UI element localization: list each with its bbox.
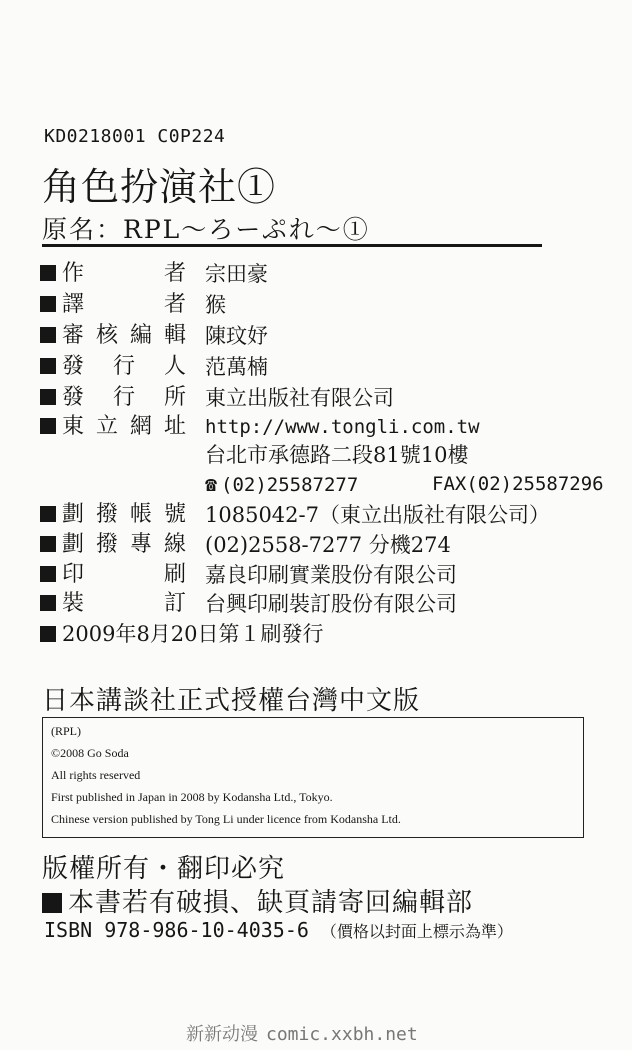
credit-value-translator: 猴 [205,293,226,317]
credit-value-editor: 陳玟妤 [205,324,268,348]
catalog-codes: KD0218001 C0P224 [44,126,226,147]
telephone-icon: ☎ [205,472,218,496]
bullet-square-icon [40,595,56,611]
isbn: ISBN 978-986-10-4035-6 [44,918,309,942]
bullet-square-icon [40,566,56,582]
isbn-line [44,918,513,942]
fax-number: FAX(02)25587296 [432,473,604,495]
bullet-square-icon [40,327,56,343]
watermark [186,1020,418,1046]
bullet-square-icon [40,358,56,374]
bullet-square-icon [40,296,56,312]
bullet-square-icon [40,536,56,552]
license-statement: 日本講談社正式授權台灣中文版 [42,686,421,716]
bullet-square-icon [40,418,56,434]
credit-value-hotline: (02)2558-7277 分機274 [205,533,451,557]
contact-line [205,470,604,498]
credit-value-binding: 台興印刷裝訂股份有限公司 [205,592,457,616]
price-note: （價格以封面上標示為準） [320,922,513,941]
copyright-box [42,717,584,838]
copyright-line: First published in Japan in 2008 by Kodansha Ltd., Tokyo. [51,790,333,804]
website-url: http://www.tongli.com.tw [205,416,480,438]
bullet-square-icon [42,893,62,913]
credit-row-publisher: 發行人 [40,353,186,381]
publish-date: 2009年8月20日第１刷發行 [40,620,324,648]
damage-notice: 本書若有破損、缺頁請寄回編輯部 [42,882,473,919]
watermark-text: 新新动漫 [186,1024,258,1045]
copyright-line: All rights reserved [51,768,141,782]
copyright-line: (RPL) [51,724,81,738]
credit-row-website: 東立網址 [40,413,186,441]
copyright-line: Chinese version published by Tong Li under licence from Kodansha Ltd. [51,812,401,826]
credit-row-translator: 譯者 [40,291,186,319]
address: 台北市承德路二段81號10樓 [205,443,469,467]
credit-row-printer: 印刷 [40,561,186,589]
original-title: 原名：RPL～ろーぷれ～① [42,215,370,244]
credit-value-account: 1085042-7（東立出版社有限公司） [205,503,550,527]
credit-value-author: 宗田豪 [205,262,268,286]
credit-row-account: 劃撥帳號 [40,501,186,529]
book-title: 角色扮演社① [42,165,277,209]
credit-row-binding: 裝訂 [40,590,186,618]
credit-row-hotline: 劃撥專線 [40,531,186,559]
bullet-square-icon [40,626,56,642]
phone-number: (02)25587277 [221,474,359,496]
bullet-square-icon [40,506,56,522]
rights-reserved: 版權所有・翻印必究 [42,854,286,884]
credit-row-publishing-house: 發行所 [40,384,186,412]
title-divider [42,244,542,247]
credit-row-author: 作者 [40,260,186,288]
bullet-square-icon [40,265,56,281]
copyright-line: ©2008 Go Soda [51,746,129,760]
watermark-url: comic.xxbh.net [266,1024,418,1045]
credit-row-editor: 審核編輯 [40,322,186,350]
bullet-square-icon [40,389,56,405]
credit-value-publishing-house: 東立出版社有限公司 [205,386,394,410]
credit-value-publisher: 范萬楠 [205,355,268,379]
credit-value-printer: 嘉良印刷實業股份有限公司 [205,563,457,587]
